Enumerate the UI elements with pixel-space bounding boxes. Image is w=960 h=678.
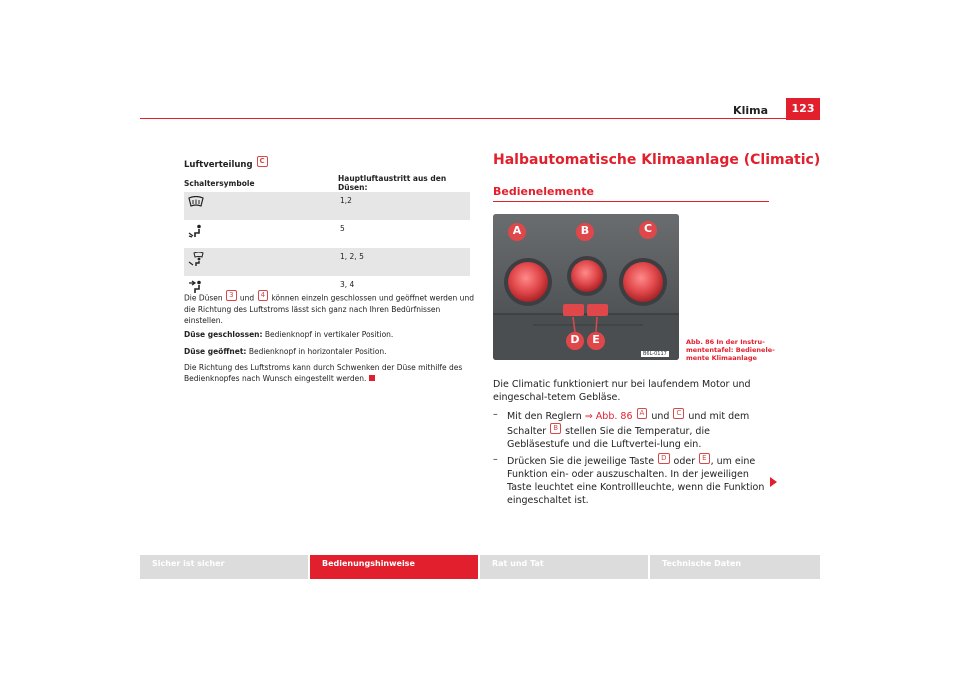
controls-subheading: Bedienelemente [493, 185, 594, 198]
list-item-text [507, 453, 773, 507]
table-cell-icon [184, 192, 338, 220]
footer-tab-operation-label: Bedienungshinweise [322, 559, 415, 568]
header-rule [140, 118, 820, 119]
recirculation-button [563, 304, 584, 316]
air-distribution-title-text: Luftverteilung [184, 159, 253, 170]
vent-open-label: Düse geöffnet: [184, 347, 247, 356]
marker-ab: B [550, 423, 561, 434]
footwell-air-icon [188, 227, 204, 242]
bullet2-text-a: Drücken Sie die jeweilige Taste [507, 456, 655, 468]
marker-ac: C [673, 408, 684, 419]
table-row [184, 248, 470, 276]
figure-label-c: C [643, 222, 653, 235]
climate-control-figure [493, 214, 679, 360]
page-number: 123 [786, 98, 820, 120]
windshield-footwell-air-icon [188, 255, 204, 270]
vent-table [184, 174, 470, 304]
ac-button [587, 304, 608, 316]
figure-reference-link[interactable]: ⇒ Abb. 86 [584, 411, 633, 423]
windshield-defrost-icon [188, 197, 204, 212]
table-cell-value: 1,2 [338, 192, 470, 220]
table-row [184, 220, 470, 248]
marker-aa: A [637, 408, 648, 419]
vent-closed-label: Düse geschlossen: [184, 330, 263, 339]
marker-ad: D [658, 453, 669, 464]
footer-tab-tips[interactable] [480, 555, 648, 579]
bullet-dash: – [493, 454, 498, 465]
section-title: Klima [733, 104, 768, 117]
table-cell-icon [184, 248, 338, 276]
bullet1-text-a: Mit den Reglern [507, 411, 582, 423]
marker-ae: E [699, 453, 709, 464]
figure-code: B6L-0117 [643, 351, 667, 357]
list-item-text [507, 408, 773, 451]
temperature-knob [508, 262, 548, 302]
list-item [493, 408, 773, 451]
vent-open-line [184, 346, 474, 357]
bullet-dash: – [493, 409, 498, 420]
airflow-direction-paragraph [184, 362, 474, 384]
table-header-symbols: Schaltersymbole [184, 178, 255, 188]
figure-caption: Abb. 86 In der Instru-mententafel: Bedienele-mente Klimaanlage [686, 338, 775, 362]
footer-tab-safety[interactable] [140, 555, 308, 579]
table-header-row [184, 174, 470, 192]
figure-label-d: D [570, 333, 580, 346]
footer-tab-technical-data-label: Technische Daten [662, 559, 742, 568]
vent-closed-line [184, 329, 474, 340]
footer-tab-safety-label: Sicher ist sicher [152, 559, 225, 568]
vent-closed-text: Bedienknopf in vertikaler Position. [264, 330, 394, 339]
list-item [493, 453, 773, 507]
table-cell-icon [184, 220, 338, 248]
vents-paragraph [184, 290, 474, 326]
footer-tab-operation[interactable] [310, 555, 478, 579]
table-cell-value: 3, 4 [340, 280, 355, 289]
figure-label-a: A [512, 224, 522, 237]
table-cell-value: 1, 2, 5 [338, 248, 470, 276]
marker-c: C [257, 156, 268, 167]
vents-paragraph-c: können einzeln geschlossen und geöffnet werden und die Richtung des Luftstroms lässt sich ganz nach Ihren Bedürfnissen einstellen. [184, 293, 474, 325]
subheading-rule [493, 201, 769, 202]
bullet2-text-b: oder [673, 456, 696, 468]
bullet1-text-b: und [651, 411, 670, 423]
air-distribution-title [184, 156, 269, 170]
marker-a4: 4 [258, 290, 268, 301]
vents-paragraph-a: Die Düsen [184, 293, 223, 303]
footer-tab-technical-data[interactable] [650, 555, 820, 579]
next-page-arrow-icon[interactable] [770, 477, 777, 487]
airflow-direction-text: Die Richtung des Luftstroms kann durch Schwenken der Düse mithilfe des Bedienknopfes nach Wunsch eingestellt werden. [184, 363, 463, 383]
air-distribution-knob [571, 260, 603, 292]
vent-open-text: Bedienknopf in horizontaler Position. [248, 347, 387, 356]
climatic-intro: Die Climatic funktioniert nur bei laufendem Motor und eingeschal-tetem Gebläse. [493, 379, 751, 403]
bullet1-text-c: und mit dem Schalter [507, 411, 750, 438]
bullet1-text-d: stellen Sie die Temperatur, die Gebläsestufe und die Luftvertei-lung ein. [507, 426, 710, 451]
table-header-outlets: Hauptluftaustritt aus den Düsen: [338, 174, 447, 192]
table-cell-value: 5 [340, 224, 345, 233]
fan-speed-knob [623, 262, 663, 302]
figure-label-b: B [580, 224, 590, 237]
figure-label-e: E [592, 333, 600, 346]
marker-a3: 3 [226, 290, 236, 301]
table-row [184, 192, 470, 220]
footer-tab-tips-label: Rat und Tat [492, 559, 544, 568]
vents-paragraph-b: und [239, 293, 255, 303]
bullet2-text-c: , um eine Funktion ein- oder auszuschalten. In der jeweiligen Taste leuchtet eine Kontrollleuchte, wenn die Funktion eingeschaltet ist. [507, 456, 765, 507]
section-end-marker [369, 375, 375, 381]
climatic-heading: Halbautomatische Klimaanlage (Climatic) [493, 152, 821, 168]
